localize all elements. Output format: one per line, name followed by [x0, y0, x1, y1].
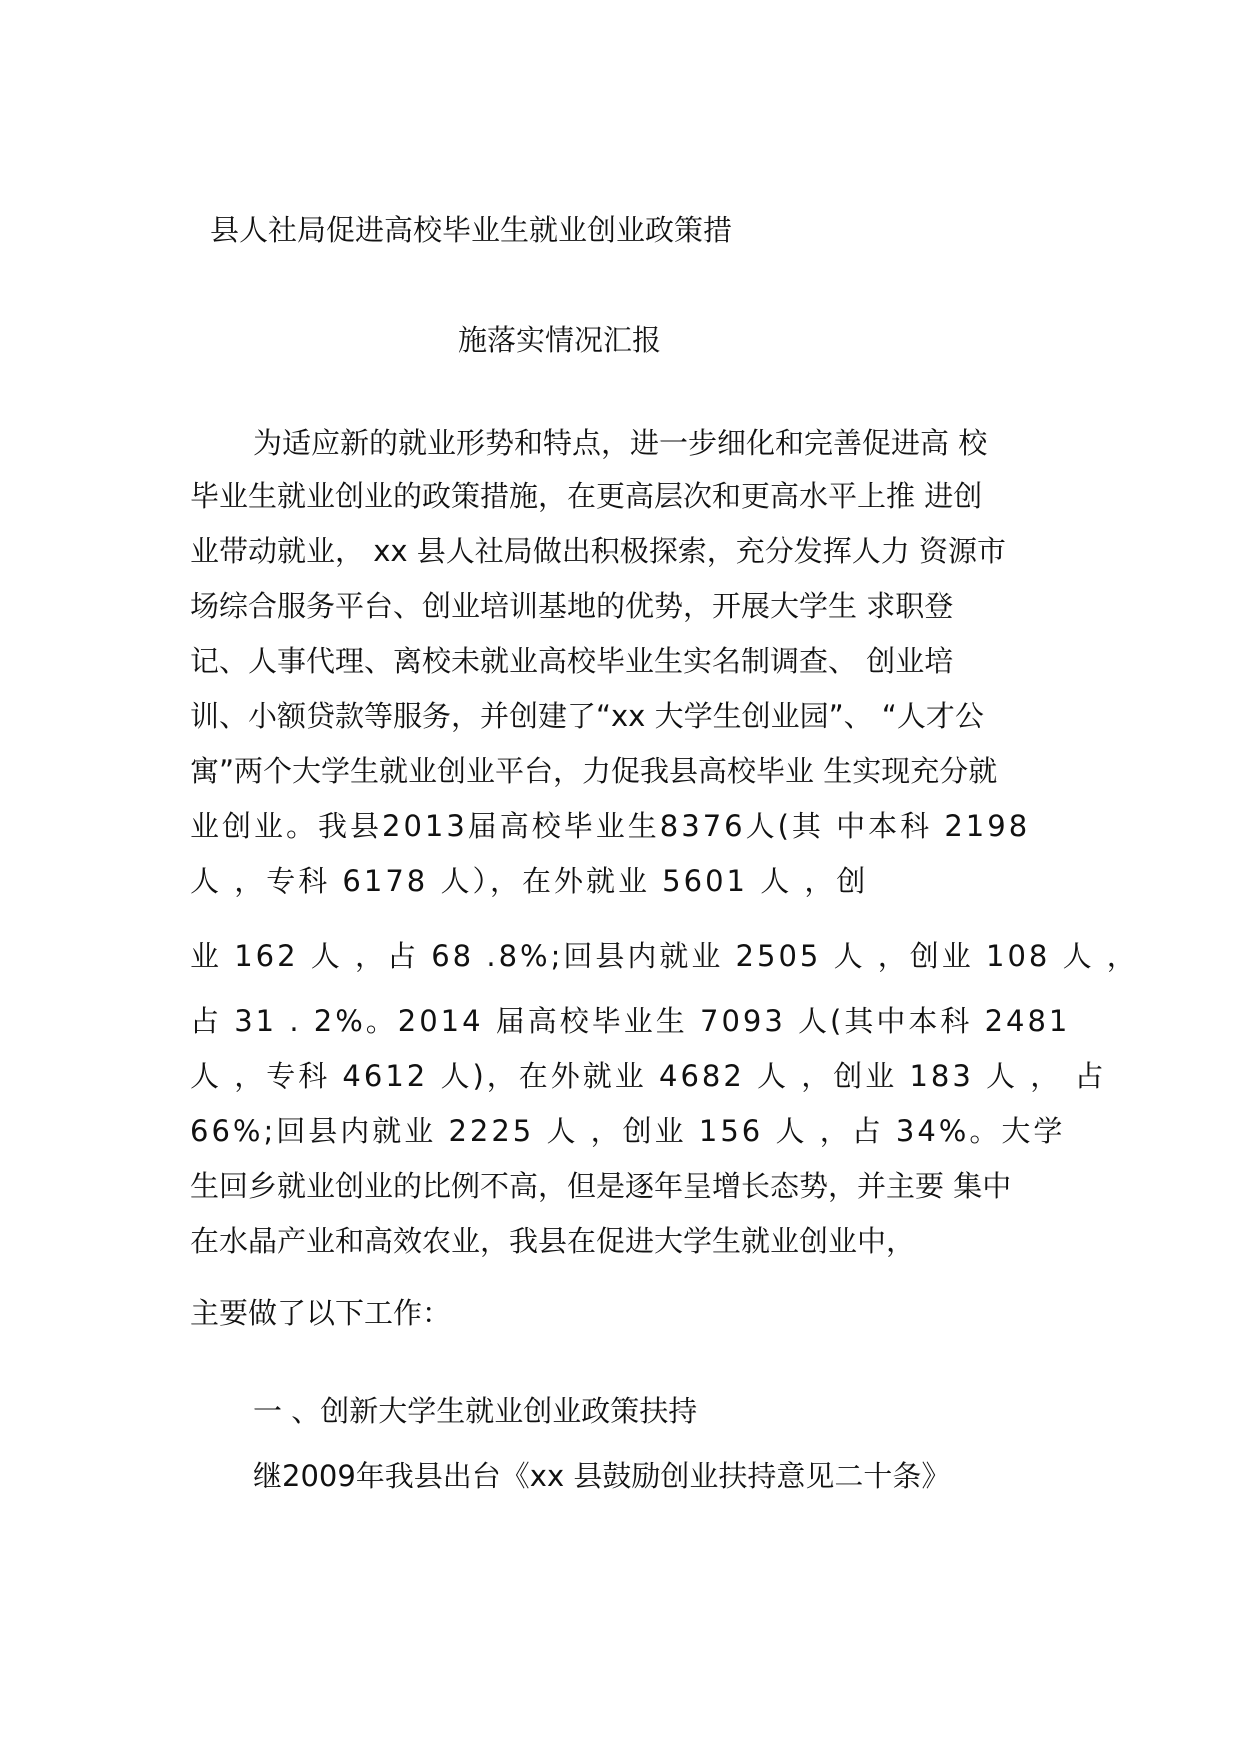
body-line-8: 业创业。我县2013届高校毕业生8376人(其 中本科 2198 — [190, 809, 1031, 843]
document-title-line-2: 施落实情况汇报 — [458, 323, 662, 357]
body-line-4: 场综合服务平台、创业培训基地的优势，开展大学生 求职登 — [190, 589, 954, 623]
body-line-2: 毕业生就业创业的政策措施，在更高层次和更高水平上推 进创 — [190, 479, 983, 513]
body-line-15: 在水晶产业和高效农业，我县在促进大学生就业创业中， — [190, 1224, 916, 1258]
body-line-10: 业 162 人 ，占 68 .8%;回县内就业 2505 人 ，创业 108 人 ， — [190, 939, 1139, 973]
body-line-14: 生回乡就业创业的比例不高，但是逐年呈增长态势，并主要 集中 — [190, 1169, 1012, 1203]
body-line-1: 为适应新的就业形势和特点，进一步细化和完善促进高 校 — [253, 426, 988, 460]
body-line-16: 主要做了以下工作： — [190, 1296, 452, 1330]
body-line-11: 占 31 . 2%。2014 届高校毕业生 7093 人(其中本科 2481 — [190, 1004, 1071, 1038]
body-line-6: 训、小额贷款等服务，并创建了“xx 大学生创业园”、 “人才公 — [190, 699, 984, 733]
body-line-5: 记、人事代理、离校未就业高校毕业生实名制调查、 创业培 — [190, 644, 954, 678]
document-title-line-1: 县人社局促进高校毕业生就业创业政策措 — [210, 213, 733, 247]
body-line-12: 人 ，专科 4612 人)，在外就业 4682 人 ，创业 183 人 ， 占 — [190, 1059, 1107, 1093]
body-line-13: 66%;回县内就业 2225 人 ，创业 156 人 ，占 34%。大学 — [190, 1114, 1066, 1148]
section-first-line: 继2009年我县出台《xx 县鼓励创业扶持意见二十条》 — [253, 1459, 951, 1493]
body-line-7: 寓”两个大学生就业创业平台，力促我县高校毕业 生实现充分就 — [190, 754, 998, 788]
body-line-9: 人 ，专科 6178 人），在外就业 5601 人 ，创 — [190, 864, 869, 898]
section-heading: 一 、创新大学生就业创业政策扶持 — [253, 1394, 698, 1428]
body-line-3: 业带动就业， xx 县人社局做出积极探索，充分发挥人力 资源市 — [190, 534, 1006, 568]
